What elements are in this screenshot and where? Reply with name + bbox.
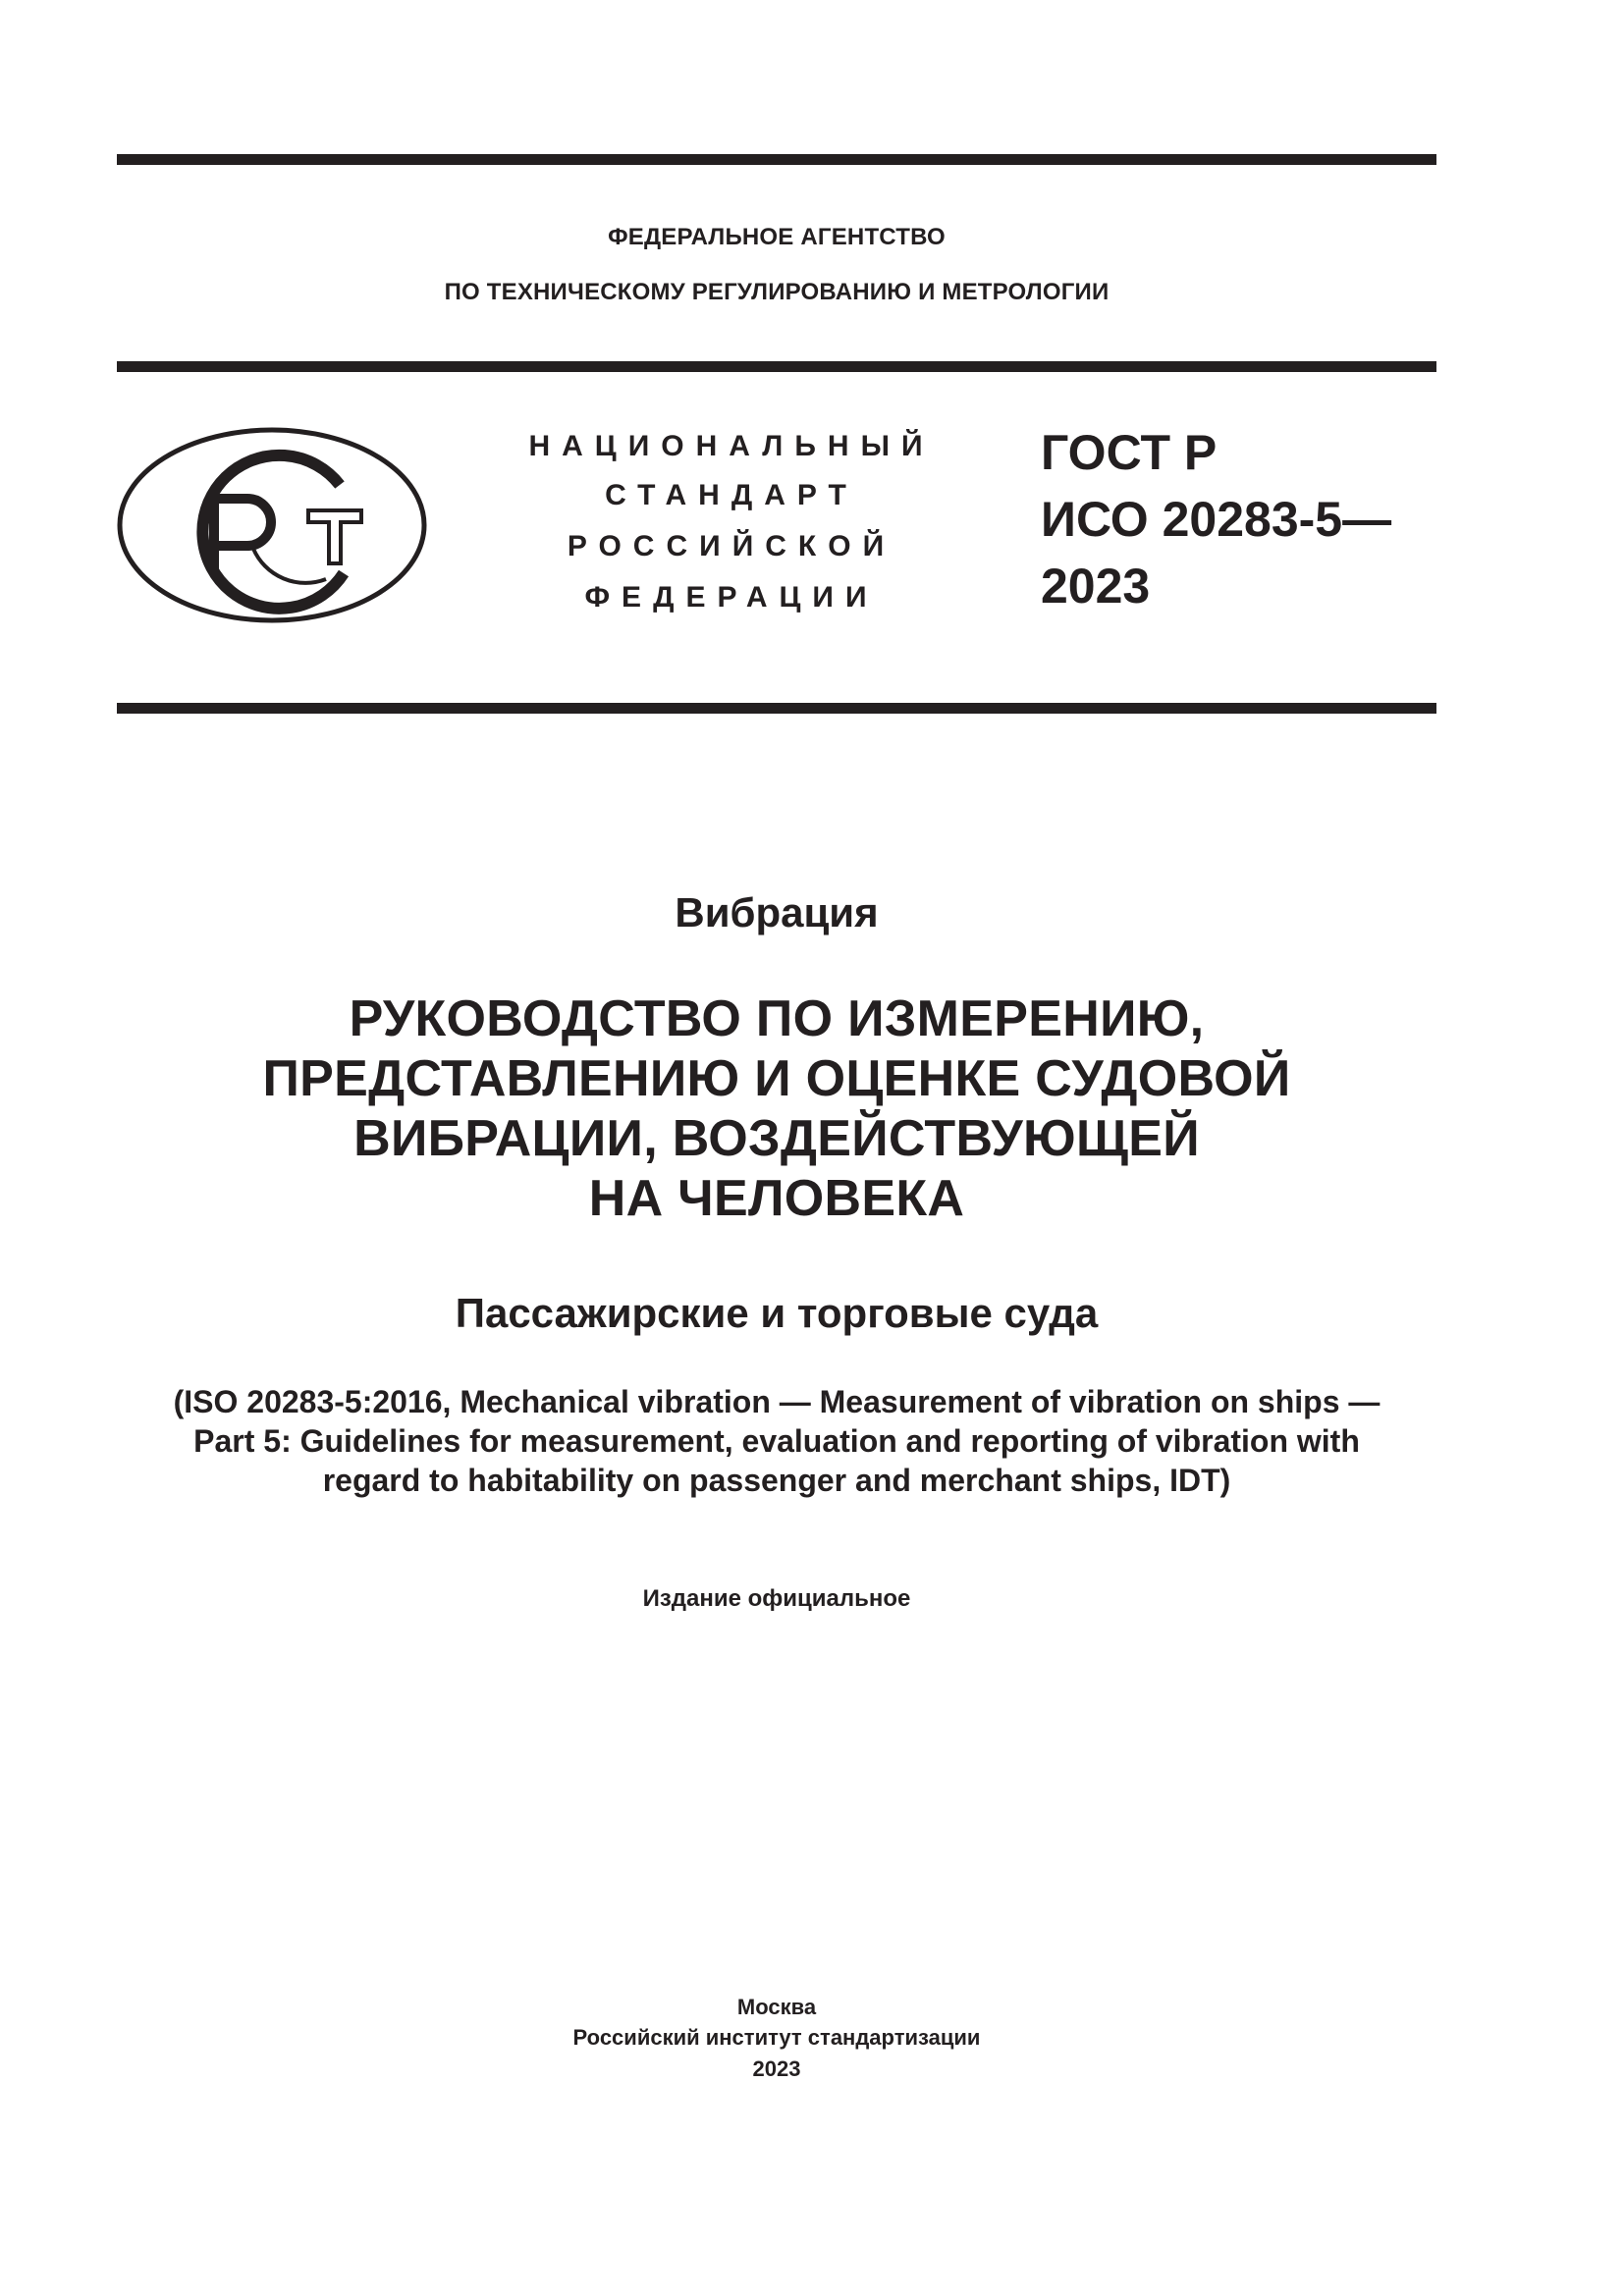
iso-reference-line-3: regard to habitability on passenger and merchant ships, IDT)	[322, 1463, 1231, 1498]
publisher-year: 2023	[752, 2056, 801, 2081]
title-line-4: НА ЧЕЛОВЕКА	[588, 1170, 965, 1227]
rst-logo-icon	[116, 426, 428, 624]
document-title	[0, 989, 1553, 1229]
publisher-institute: Российский институт стандартизации	[572, 2025, 981, 2050]
top-divider	[117, 154, 1436, 165]
title-line-1: РУКОВОДСТВО ПО ИЗМЕРЕНИЮ,	[349, 990, 1205, 1047]
designation-line-1: ГОСТ Р	[1041, 425, 1218, 480]
national-standard-line-3: РОССИЙСКОЙ	[567, 530, 896, 562]
national-standard-line-1: НАЦИОНАЛЬНЫЙ	[528, 430, 935, 462]
header-divider	[117, 361, 1436, 372]
agency-line-1: ФЕДЕРАЛЬНОЕ АГЕНТСТВО	[608, 224, 946, 250]
title-line-3: ВИБРАЦИИ, ВОЗДЕЙСТВУЮЩЕЙ	[353, 1110, 1200, 1167]
iso-reference	[0, 1382, 1553, 1500]
title-line-2: ПРЕДСТАВЛЕНИЮ И ОЦЕНКЕ СУДОВОЙ	[262, 1050, 1291, 1107]
document-subject: Вибрация	[675, 889, 879, 935]
document-subtitle: Пассажирские и торговые суда	[455, 1290, 1099, 1336]
agency-line-2: ПО ТЕХНИЧЕСКОМУ РЕГУЛИРОВАНИЮ И МЕТРОЛОГИИ	[444, 279, 1110, 305]
standard-block-divider	[117, 703, 1436, 714]
iso-reference-line-2: Part 5: Guidelines for measurement, evaluation and reporting of vibration with	[193, 1423, 1360, 1459]
designation-line-3: 2023	[1041, 559, 1151, 614]
designation-line-2: ИСО 20283-5—	[1041, 492, 1392, 547]
edition-note: Издание официальное	[642, 1585, 911, 1612]
publisher-city: Москва	[736, 1995, 817, 2019]
national-standard-line-2: СТАНДАРТ	[605, 479, 858, 511]
national-standard-line-4: ФЕДЕРАЦИИ	[584, 581, 879, 614]
iso-reference-line-1: (ISO 20283-5:2016, Mechanical vibration — Measurement of vibration on ships —	[173, 1384, 1380, 1419]
